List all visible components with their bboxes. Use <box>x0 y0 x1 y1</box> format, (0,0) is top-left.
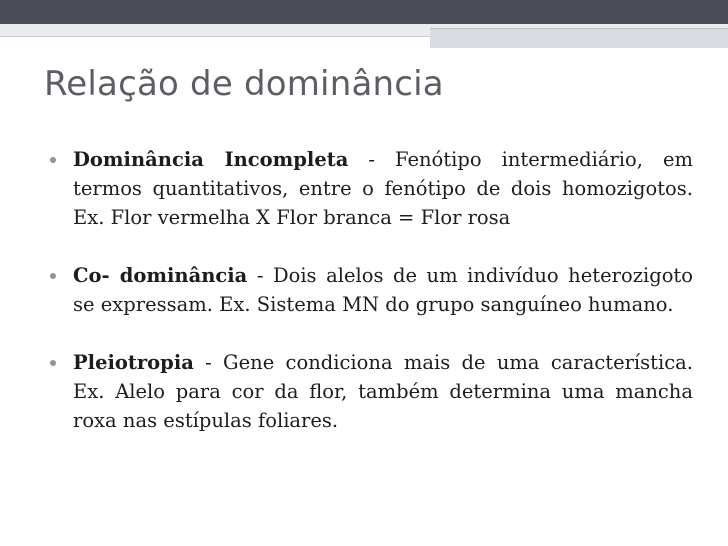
bullet-item-co-dominancia <box>50 261 693 319</box>
bullet-item-dominancia-incompleta <box>50 145 693 232</box>
bullet-term: Co- dominância <box>73 264 248 287</box>
bullet-text: - Gene condiciona mais de uma característica. Ex. Alelo para cor da flor, também determina uma mancha roxa nas estípulas foliares. <box>73 351 693 432</box>
bullet-list <box>50 145 693 435</box>
bullet-term: Dominância Incompleta <box>73 148 349 171</box>
bullet-term: Pleiotropia <box>73 351 194 374</box>
bullet-text: - Dois alelos de um indivíduo heterozigoto se expressam. Ex. Sistema MN do grupo sanguíneo humano. <box>73 264 694 316</box>
bullet-item-pleiotropia <box>50 348 693 435</box>
slide-title: Relação de dominância <box>44 64 444 104</box>
header-bar <box>0 0 728 24</box>
bullet-dot-icon <box>50 273 56 279</box>
header-tab-accent <box>430 28 728 48</box>
bullet-dot-icon <box>50 157 56 163</box>
bullet-text: - Fenótipo intermediário, em termos quantitativos, entre o fenótipo de dois homozigotos. Ex. Flor vermelha X Flor branca = Flor rosa <box>73 148 693 229</box>
bullet-dot-icon <box>50 360 56 366</box>
